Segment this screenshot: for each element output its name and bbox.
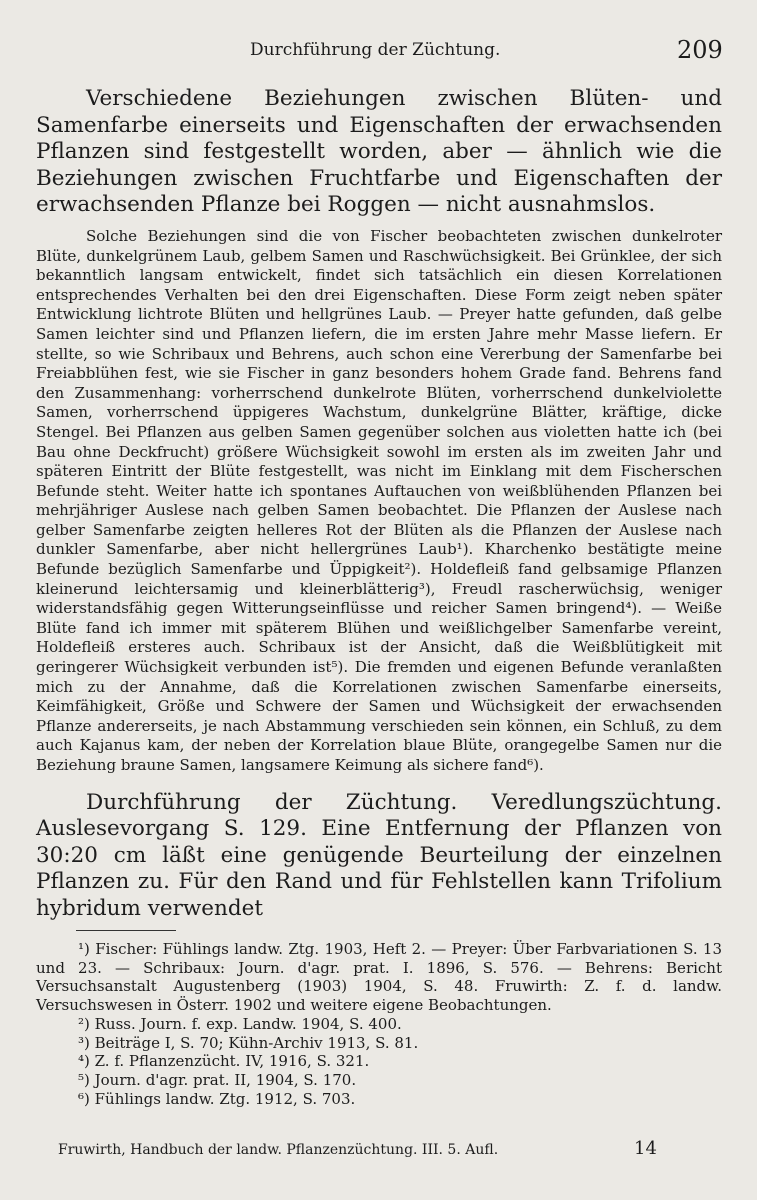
paragraph-section-start: Durchführung der Züchtung. Veredlungszüchtung. Auslesevorgang S. 129. Eine Entfernung der Pflanzen von 30:20 cm läßt eine genügende Beurteilung der einzelnen Pflanzen zu. Für den Rand und für Fehlstellen kann Trifolium hybridum verwendet bbox=[36, 789, 722, 921]
page-number: 209 bbox=[677, 36, 723, 64]
footnote-divider bbox=[76, 930, 176, 931]
footnote-2: ²) Russ. Journ. f. exp. Landw. 1904, S. 400. bbox=[78, 1014, 402, 1033]
printer-signature: 14 bbox=[634, 1138, 657, 1159]
footnote-1: ¹) Fischer: Fühlings landw. Ztg. 1903, Heft 2. — Preyer: Über Farbvariationen S. 13 und 23. — Schribaux: Journ. d'agr. prat. I. 1896, S. 576. — Behrens: Bericht Versuchsanstalt Augustenberg (1903) 1904, S. 48. Fruwirth: Z. f. d. landw. Versuchswesen in Österr. 1902 und weitere eigene Beobachtungen. bbox=[36, 940, 722, 1015]
page-header bbox=[0, 36, 757, 68]
running-head: Durchführung der Züchtung. bbox=[250, 40, 501, 60]
page-footer bbox=[58, 1138, 658, 1159]
footer-source: Fruwirth, Handbuch der landw. Pflanzenzüchtung. III. 5. Aufl. bbox=[58, 1142, 499, 1158]
footnote-3: ³) Beiträge I, S. 70; Kühn-Archiv 1913, S. 81. bbox=[78, 1033, 419, 1052]
footnote-4: ⁴) Z. f. Pflanzenzücht. IV, 1916, S. 321. bbox=[78, 1052, 370, 1071]
footnotes bbox=[36, 940, 722, 1108]
paragraph-intro: Verschiedene Beziehungen zwischen Blüten- und Samenfarbe einerseits und Eigenschaften der erwachsenden Pflanzen sind festgestellt worden, aber — ähnlich wie die Beziehungen zwischen Fruchtfarbe und Eigenschaften der erwachsenden Pflanze bei Roggen — nicht ausnahmslos. bbox=[36, 86, 722, 218]
body-text bbox=[36, 86, 722, 923]
footnote-6: ⁶) Fühlings landw. Ztg. 1912, S. 703. bbox=[78, 1089, 356, 1108]
paragraph-details: Solche Beziehungen sind die von Fischer beobachteten zwischen dunkelroter Blüte, dunkelgrünem Laub, gelbem Samen und Raschwüchsigkeit. Bei Grünklee, der sich bekanntlich langsam entwickelt, findet sich tatsächlich ein diesen Korrelationen entsprechendes Verhalten bei den drei Eigenschaften. Diese Form zeigt neben später Entwicklung lichtrote Blüten und hellgrünes Laub. — Preyer hatte gefunden, daß gelbe Samen leichter sind und Pflanzen liefern, die im ersten Jahre mehr Masse liefern. Er stellte, so wie Schribaux und Behrens, auch schon eine Vererbung der Samenfarbe bei Freiabblühen fest, wie sie Fischer in ganz besonders hohem Grade fand. Behrens fand den Zusammenhang: vorherrschend dunkelrote Blüten, vorherrschend dunkelviolette Samen, vorherrschend üppigeres Wachstum, dunkelgrüne Blätter, kräftige, dicke Stengel. Bei Pflanzen aus gelben Samen gegenüber solchen aus violetten hatte ich (bei Bau ohne Deckfrucht) größere Wüchsigkeit sowohl im ersten als im zweiten Jahr und späteren Eintritt der Blüte festgestellt, was nicht im Einklang mit dem Fischerschen Befunde steht. Weiter hatte ich spontanes Auftauchen von weißblühenden Pflanzen bei mehrjähriger Auslese nach gelben Samen beobachtet. Die Pflanzen der Auslese nach gelber Samenfarbe zeigten helleres Rot der Blüten als die Pflanzen der Auslese nach dunkler Samenfarbe, aber nicht hellergrünes Laub¹). Kharchenko bestätigte meine Befunde bezüglich Samenfarbe und Üppigkeit²). Holdefleiß fand gelbsamige Pflanzen kleinerund leichtersamig und kleinerblätterig³), Freudl rascherwüchsig, weniger widerstandsfähig gegen Witterungseinflüsse und reicher Samen bringend⁴). — Weiße Blüte fand ich immer mit späterem Blühen und weißlichgelber Samenfarbe vereint, Holdefleiß ersteres auch. Schribaux ist der Ansicht, daß die Weißblütigkeit mit geringerer Wüchsigkeit verbunden ist⁵). Die fremden und eigenen Befunde veranlaßten mich zu der Annahme, daß die Korrelationen zwischen Samenfarbe einerseits, Keimfähigkeit, Größe und Schwere der Samen und Wüchsigkeit der erwachsenden Pflanze andererseits, je nach Abstammung verschieden sein können, ein Schluß, zu dem auch Kajanus kam, der neben der Korrelation blaue Blüte, orangegelbe Samen nur die Beziehung braune Samen, langsamere Keimung als sichere fand⁶). bbox=[36, 226, 722, 774]
footnote-5: ⁵) Journ. d'agr. prat. II, 1904, S. 170. bbox=[78, 1070, 357, 1089]
